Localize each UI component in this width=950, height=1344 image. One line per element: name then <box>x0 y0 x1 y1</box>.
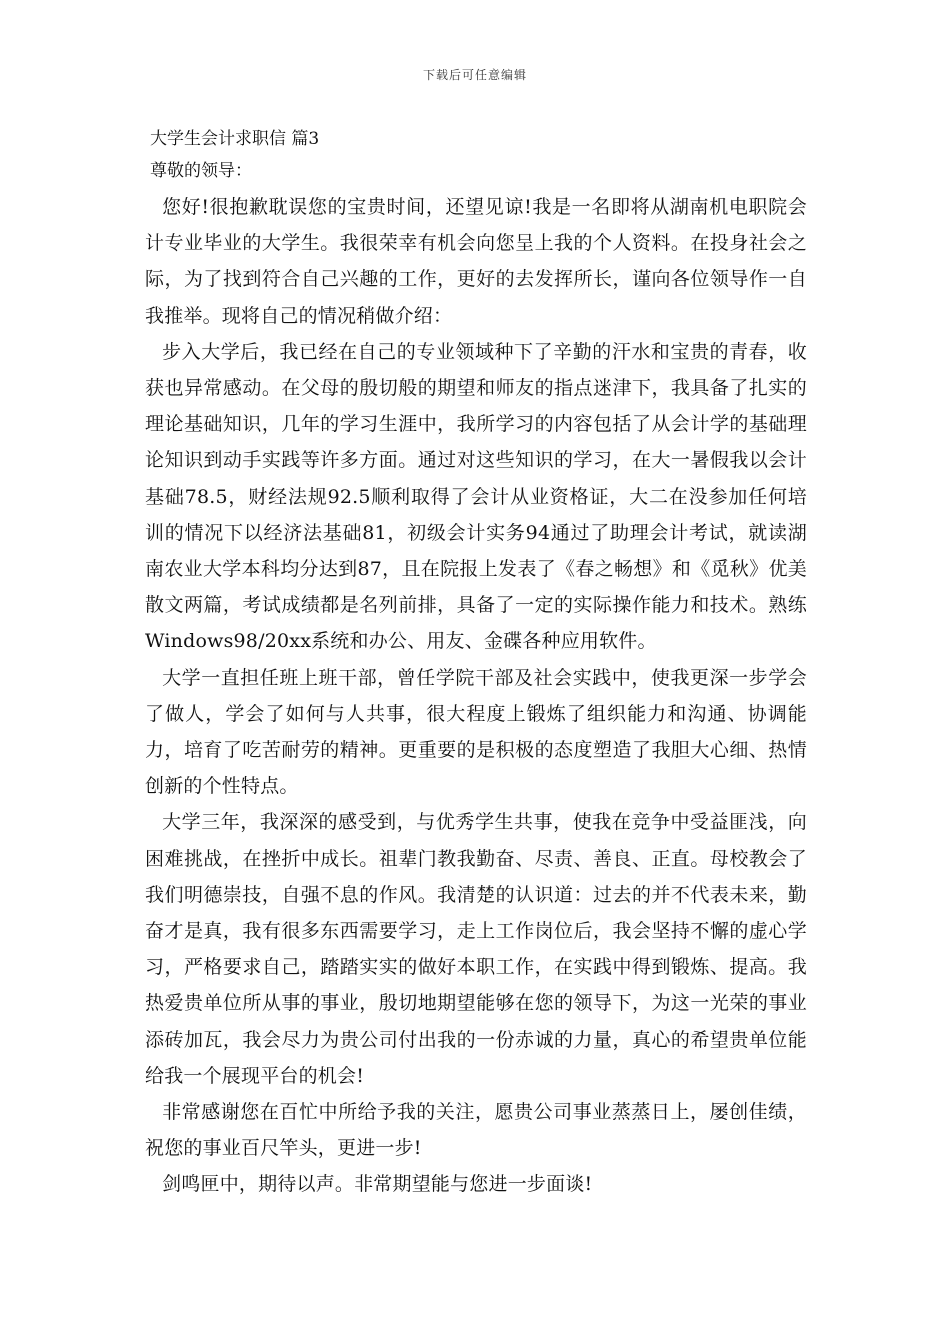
paragraph-closing: 剑鸣匣中，期待以声。非常期望能与您进一步面谈! <box>162 1173 593 1196</box>
paragraph-thanks: 非常感谢您在百忙中所给予我的关注，愿贵公司事业蒸蒸日上，屡创佳绩，祝您的事业百尺竿头，更进一步! <box>145 1101 807 1160</box>
paragraph-education: 步入大学后，我已经在自己的专业领域种下了辛勤的汗水和宝贵的青春，收获也异常感动。在父母的殷切般的期望和师友的指点迷津下，我具备了扎实的理论基础知识，几年的学习生涯中，我所学习的内容包括了从会计学的基础理论知识到动手实践等许多方面。通过对这些知识的学习，在大一暑假我以会计基础78.5，财经法规92.5顺利取得了会计从业资格证，大二在没参加任何培训的情况下以经济法基础81，初级会计实务94通过了助理会计考试，就读湖南农业大学本科均分达到87，且在院报上发表了《春之畅想》和《觅秋》优美散文两篇，考试成绩都是名列前排，具备了一定的实际操作能力和技术。熟练Windows98/20xx系统和办公、用友、金碟各种应用软件。 <box>145 340 807 653</box>
letter-body <box>145 189 807 1203</box>
page-header-note: 下载后可任意编辑 <box>422 68 527 82</box>
paragraph-reflection: 大学三年，我深深的感受到，与优秀学生共事，使我在竞争中受益匪浅，向困难挑战，在挫折中成长。祖辈门教我勤奋、尽责、善良、正直。母校教会了我们明德崇技，自强不息的作风。我清楚的认识道：过去的并不代表未来，勤奋才是真，我有很多东西需要学习，走上工作岗位后，我会坚持不懈的虚心学习，严格要求自己，踏踏实实的做好本职工作，在实践中得到锻炼、提高。我热爱贵单位所从事的事业，殷切地期望能够在您的领导下，为这一光荣的事业添砖加瓦，我会尽力为贵公司付出我的一份赤诚的力量，真心的希望贵单位能给我一个展现平台的机会! <box>145 811 807 1087</box>
letter-salutation: 尊敬的领导： <box>150 161 252 181</box>
paragraph-activities: 大学一直担任班上班干部，曾任学院干部及社会实践中，使我更深一步学会了做人，学会了如何与人共事，很大程度上锻炼了组织能力和沟通、协调能力，培育了吃苦耐劳的精神。更重要的是积极的态度塑造了我胆大心细、热情创新的个性特点。 <box>145 666 807 798</box>
paragraph-intro: 您好!很抱歉耽误您的宝贵时间，还望见谅!我是一名即将从湖南机电职院会计专业毕业的大学生。我很荣幸有机会向您呈上我的个人资料。在投身社会之际，为了找到符合自己兴趣的工作，更好的去发挥所长，谨向各位领导作一自我推举。现将自己的情况稍做介绍： <box>145 196 807 327</box>
letter-title: 大学生会计求职信 篇3 <box>150 129 320 149</box>
